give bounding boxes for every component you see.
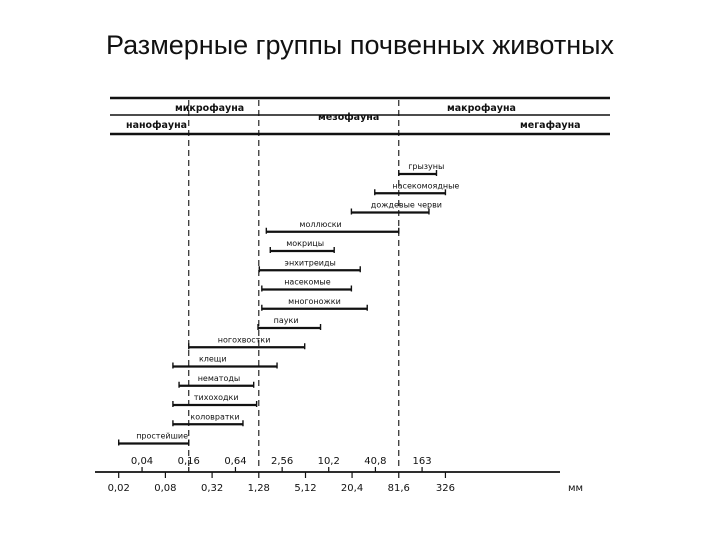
range-group xyxy=(259,258,360,272)
zone-macrofauna-label: макрофауна xyxy=(447,103,516,114)
range-bar-label: моллюски xyxy=(299,219,342,229)
zone-nanofauna-label: нанофауна xyxy=(126,120,188,131)
range-group xyxy=(258,316,321,330)
axis-tick-label-top: 2,56 xyxy=(271,456,294,467)
range-bar-label: клещи xyxy=(198,354,227,364)
range-bar-label: простейшие xyxy=(136,431,189,441)
slide-title: Размерные группы почвенных животных xyxy=(105,30,615,60)
axis-tick-label-bottom: 0,02 xyxy=(107,483,130,494)
range-bar-label: грызуны xyxy=(408,162,445,171)
axis-tick-label-bottom: 0,08 xyxy=(154,483,177,494)
axis-tick-label-bottom: 20,4 xyxy=(340,483,364,494)
axis-tick-label-top: 0,64 xyxy=(224,456,247,467)
range-bar-label: тихоходки xyxy=(193,393,239,402)
range-group xyxy=(399,162,445,176)
range-bar-label: пауки xyxy=(273,316,299,325)
range-group xyxy=(173,412,243,426)
range-bar-label: нематоды xyxy=(197,373,241,383)
range-group xyxy=(119,432,189,446)
range-bar-label: ногохвостки xyxy=(217,335,271,345)
size-axis xyxy=(95,456,583,494)
axis-tick-label-top: 0,04 xyxy=(130,456,154,467)
axis-unit-label: мм xyxy=(568,483,584,494)
range-group xyxy=(262,297,367,311)
range-group xyxy=(173,393,257,407)
axis-tick-label-bottom: 1,28 xyxy=(247,483,270,494)
axis-tick-label-top: 10,2 xyxy=(317,456,340,467)
range-bar-label: мокрицы xyxy=(286,239,325,248)
axis-tick-label-bottom: 326 xyxy=(435,483,455,494)
range-bar-label: дождевые черви xyxy=(370,200,443,210)
range-bar-label: насекомые xyxy=(284,277,331,287)
range-group xyxy=(351,201,442,215)
axis-tick-label-bottom: 5,12 xyxy=(294,483,317,494)
range-group xyxy=(262,278,352,292)
range-bar-label: насекомоядные xyxy=(392,181,460,191)
range-group xyxy=(189,335,305,349)
axis-tick-label-bottom: 81,6 xyxy=(387,483,410,494)
range-group xyxy=(179,374,254,388)
range-bars xyxy=(119,162,460,446)
axis-tick-label-top: 0,16 xyxy=(177,456,200,467)
zone-microfauna-label: микрофауна xyxy=(175,103,245,114)
zone-megafauna-label: мегафауна xyxy=(520,120,581,131)
range-group xyxy=(375,181,460,195)
axis-tick-label-top: 40,8 xyxy=(364,456,387,467)
zone-mesofauna-label: мезофауна xyxy=(318,112,380,123)
zone-header xyxy=(110,98,610,134)
range-bar-label: коловратки xyxy=(190,412,240,422)
axis-tick-label-bottom: 0,32 xyxy=(200,483,224,494)
range-group xyxy=(266,220,398,234)
range-group xyxy=(270,239,334,253)
range-bar-label: многоножки xyxy=(288,296,341,306)
range-bar-label: энхитреиды xyxy=(284,258,336,268)
axis-tick-label-top: 163 xyxy=(412,456,432,467)
